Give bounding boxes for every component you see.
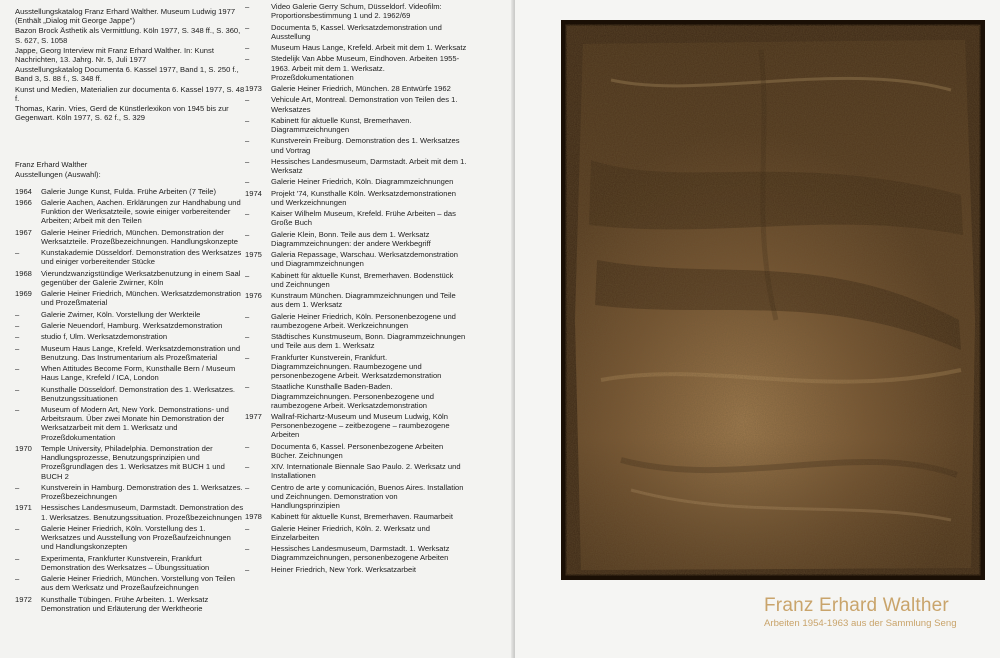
- exhibition-entry: [245, 544, 467, 562]
- exhibition-text: Kunstraum München. Diagrammzeichnungen und Teile aus dem 1. Werksatz: [271, 291, 456, 310]
- exhibition-text: Staatliche Kunsthalle Baden-Baden. Diagrammzeichnungen. Personenbezogene und raumbezogene Arbeit. Werksatzdemonstration: [271, 382, 434, 410]
- exhibition-text: Experimenta, Frankfurter Kunstverein, Frankfurt Demonstration des Werksatzes – Übungssituation: [41, 553, 210, 572]
- exhibition-text: Kunstverein in Hamburg. Demonstration des 1. Werksatzes. Prozeßbezeichnungen: [41, 482, 243, 502]
- exhibition-year: –: [15, 553, 20, 563]
- exhibition-year: –: [245, 43, 250, 52]
- exhibition-text: Museum Haus Lange, Krefeld. Arbeit mit dem 1. Werksatz: [271, 43, 467, 52]
- exhibition-text: Hessisches Landesmuseum, Darmstadt. 1. Werksatz Diagrammzeichnungen, personenbezogene Arbeiten: [271, 544, 450, 563]
- exhibition-text: Hessisches Landesmuseum, Darmstadt. Demonstration des 1. Werksatzes. Benutzungssituation. Prozeßbezeichnungen: [41, 503, 244, 522]
- exhibition-entry: [15, 385, 245, 403]
- exhibition-year: 1974: [245, 188, 262, 198]
- exhibition-year: –: [245, 54, 250, 64]
- exhibition-text: Galerie Heiner Friedrich, München. 28 Entwürfe 1962: [271, 84, 451, 93]
- exhibition-year: 1972: [15, 594, 32, 604]
- cover-title: Franz Erhard Walther: [764, 595, 949, 616]
- exhibition-year: –: [245, 229, 250, 239]
- exhibition-entry: [15, 344, 245, 362]
- exhibition-text: Galerie Junge Kunst, Fulda. Frühe Arbeiten (7 Teile): [41, 186, 217, 196]
- exhibition-text: Museum of Modern Art, New York. Demonstrations- und Arbeitsraum. Über zwei Monate hin Demonstration der Werksatzarbeit mit dem 1. Werksatz und Prozeßdokumentation: [41, 405, 229, 442]
- exhibition-text: Galerie Heiner Friedrich, Köln. 2. Werksatz und Einzelarbeiten: [271, 523, 430, 542]
- exhibition-entry: [15, 574, 245, 592]
- exhibition-entry: [15, 364, 245, 382]
- exhibition-year: –: [245, 441, 250, 451]
- exhibition-year: 1971: [15, 503, 32, 513]
- exhibition-text: When Attitudes Become Form, Kunsthalle Bern / Museum Haus Lange, Krefeld / ICA, London: [41, 364, 236, 383]
- exhibition-year: –: [245, 382, 250, 392]
- exhibition-entry: [15, 310, 245, 319]
- exhibition-entry: [245, 136, 467, 154]
- exhibitions-list-1: [15, 187, 245, 613]
- bibliography: [15, 7, 245, 122]
- bibliography-entry: Ausstellungskatalog Franz Erhard Walther. Museum Ludwig 1977 (Enthält „Dialog mit George Jappe"): [15, 7, 236, 26]
- exhibition-year: –: [245, 209, 250, 219]
- exhibition-year: –: [15, 405, 20, 415]
- exhibition-text: Projekt '74, Kunsthalle Köln. Werksatzdemonstrationen und Werkzeichnungen: [271, 188, 456, 207]
- exhibition-entry: [245, 116, 467, 134]
- exhibition-year: –: [15, 320, 20, 330]
- exhibition-entry: [15, 554, 245, 572]
- exhibition-year: –: [245, 332, 250, 342]
- exhibition-entry: [15, 228, 245, 246]
- exhibition-entry: [245, 382, 467, 410]
- exhibition-year: –: [245, 564, 250, 574]
- exhibition-entry: [245, 512, 467, 521]
- exhibition-entry: [245, 291, 467, 309]
- exhibition-entry: [245, 43, 467, 52]
- exhibition-year: 1966: [15, 197, 32, 207]
- exhibition-text: Galeria Repassage, Warschau. Werksatzdemonstration und Diagrammzeichnungen: [271, 250, 458, 269]
- exhibitions-list-2: [245, 2, 467, 574]
- exhibition-entry: [245, 332, 467, 350]
- exhibition-text: Kabinett für aktuelle Kunst, Bremerhaven. Diagrammzeichnungen: [271, 115, 412, 134]
- bibliography-entry: Ausstellungskatalog Documenta 6. Kassel 1977, Band 1, S. 250 f., Band 3, S. 88 f., S. 348 ff.: [15, 65, 239, 84]
- exhibition-text: Museum Haus Lange, Krefeld. Werksatzdemonstration und Benutzung. Das Instrumentarium als Prozeßmaterial: [41, 343, 241, 362]
- exhibition-text: Vehicule Art, Montreal. Demonstration von Teilen des 1. Werksatzes: [271, 95, 458, 114]
- exhibition-text: Centro de arte y comunicación, Buenos Aires. Installation und Zeichnungen. Demonstration von Handlungsprinzipien: [271, 482, 464, 511]
- exhibitions-heading: [15, 160, 245, 179]
- cover-subtitle: Arbeiten 1954-1963 aus der Sammlung Seng: [764, 618, 957, 629]
- exhibition-text: Temple University, Philadelphia. Demonstration der Handlungsprozesse, Benutzungsprinzipien und Prozeßgrundlagen des 1. Werksatzes mit BUCH 1 und BUCH 2: [41, 443, 225, 481]
- exhibition-entry: [15, 444, 245, 481]
- exhibition-entry: [245, 230, 467, 248]
- exhibition-year: –: [245, 311, 250, 321]
- exhibition-entry: [15, 332, 245, 341]
- exhibition-text: Heiner Friedrich, New York. Werksatzarbeit: [271, 564, 417, 574]
- exhibition-text: Galerie Zwirner, Köln. Vorstellung der Werkteile: [41, 309, 201, 319]
- exhibition-year: –: [245, 2, 250, 11]
- exhibition-text: Städtisches Kunstmuseum, Bonn. Diagrammzeichnungen und Teile aus dem 1. Werksatz: [271, 332, 466, 351]
- cover-page: [515, 0, 1000, 658]
- exhibition-year: –: [245, 270, 250, 280]
- exhibition-entry: [15, 503, 245, 521]
- exhibition-text: Kaiser Wilhelm Museum, Krefeld. Frühe Arbeiten – das Große Buch: [271, 209, 456, 228]
- exhibition-entry: [15, 524, 245, 552]
- exhibition-text: studio f, Ulm. Werksatzdemonstration: [41, 332, 168, 342]
- exhibition-entry: [245, 177, 467, 186]
- exhibition-entry: [245, 353, 467, 381]
- exhibition-year: 1975: [245, 250, 262, 260]
- exhibition-entry: [15, 289, 245, 307]
- exhibition-year: –: [15, 574, 20, 584]
- exhibition-entry: [15, 187, 245, 196]
- exhibition-entry: [245, 524, 467, 542]
- exhibition-year: –: [245, 115, 250, 125]
- exhibition-year: –: [15, 309, 20, 319]
- exhibition-year: –: [245, 136, 250, 146]
- exhibition-year: 1973: [245, 84, 262, 93]
- exhibition-year: –: [245, 95, 250, 105]
- exhibition-entry: [245, 483, 467, 511]
- exhibition-text: Video Galerie Gerry Schum, Düsseldorf. Videofilm: Proportionsbestimmung 1 und 2. 1962/69: [271, 2, 442, 21]
- exhibition-entry: [245, 442, 467, 460]
- exhibition-entry: [15, 269, 245, 287]
- exhibition-year: 1968: [15, 268, 32, 278]
- exhibition-year: –: [15, 384, 20, 394]
- exhibition-entry: [15, 198, 245, 226]
- exhibition-entry: [15, 405, 245, 442]
- exhibition-entry: [245, 84, 467, 93]
- exhibition-entry: [245, 189, 467, 207]
- bibliography-entry: Thomas, Karin. Vries, Gerd de Künstlerlexikon von 1945 bis zur Gegenwart. Köln 1977, S. 62 f., S. 329: [15, 104, 229, 123]
- exhibition-text: Galerie Aachen, Aachen. Erklärungen zur Handhabung und Funktion der Werksatzteile, sowie einiger vorbereitender Arbeiten; Arbeit mit den Teilen: [41, 197, 241, 226]
- exhibition-text: Stedelijk Van Abbe Museum, Eindhoven. Arbeiten 1955-1963. Arbeit mit dem 1. Werksatz. Prozeßdokumentationen: [271, 54, 460, 82]
- exhibition-entry: [245, 157, 467, 175]
- exhibition-text: Galerie Heiner Friedrich, München. Vorstellung von Teilen aus dem Werksatz und Prozeßaufzeichnungen: [41, 574, 236, 593]
- exhibition-entry: [15, 248, 245, 266]
- exhibition-entry: [245, 312, 467, 330]
- exhibition-text: Galerie Heiner Friedrich, Köln. Vorstellung des 1. Werksatzes und Ausstellung von Prozeßaufzeichnungen und Handlungskonzepten: [41, 523, 231, 552]
- bibliography-entry: Jappe, Georg Interview mit Franz Erhard Walther. In: Kunst Nachrichten, 13. Jahrg. Nr. 5, Juli 1977: [15, 45, 214, 65]
- exhibition-entry: [245, 462, 467, 480]
- exhibition-text: Hessisches Landesmuseum, Darmstadt. Arbeit mit dem 1. Werksatz: [271, 156, 467, 175]
- exhibition-year: –: [15, 482, 20, 492]
- exhibition-year: –: [245, 544, 250, 554]
- exhibition-text: Galerie Heiner Friedrich, Köln. Diagrammzeichnungen: [271, 177, 454, 187]
- exhibition-text: Frankfurter Kunstverein, Frankfurt. Diagrammzeichnungen. Raumbezogene und personenbezogene Arbeit. Werksatzdemonstration: [271, 352, 442, 380]
- exhibition-year: –: [245, 523, 250, 533]
- exhibition-year: –: [15, 343, 20, 353]
- exhibition-entry: [245, 2, 467, 20]
- exhibition-entry: [15, 483, 245, 501]
- exhibition-entry: [245, 54, 467, 82]
- exhibition-text: XIV. Internationale Biennale Sao Paulo. 2. Werksatz und Installationen: [271, 462, 461, 481]
- left-column: [15, 7, 245, 615]
- exhibition-entry: [245, 271, 467, 289]
- exhibition-year: –: [245, 22, 250, 32]
- exhibition-text: Vierundzwanzigstündige Werksatzbenutzung in einem Saal gegenüber der Galerie Zwirner, Köln: [41, 268, 241, 287]
- exhibition-year: –: [15, 364, 20, 374]
- exhibition-text: Kunstakademie Düsseldorf. Demonstration des Werksatzes und einiger vorbereitender Stücke: [41, 248, 242, 267]
- exhibition-entry: [245, 209, 467, 227]
- exhibition-entry: [245, 95, 467, 113]
- exhibition-entry: [245, 412, 467, 440]
- exhibition-text: Documenta 6, Kassel. Personenbezogene Arbeiten Bücher. Zeichnungen: [271, 441, 444, 460]
- exhibitions-heading-artist: Franz Erhard Walther: [15, 160, 88, 170]
- bibliography-entry: Bazon Brock Ästhetik als Vermittlung. Köln 1977, S. 348 ff., S. 360, S. 627, S. 1058: [15, 26, 241, 45]
- exhibition-entry: [245, 23, 467, 41]
- exhibition-year: –: [245, 156, 250, 166]
- exhibition-text: Kunsthalle Tübingen. Frühe Arbeiten. 1. Werksatz Demonstration und Erläuterung der Werktheorie: [41, 594, 209, 613]
- exhibition-year: –: [245, 462, 250, 472]
- exhibition-year: 1970: [15, 443, 32, 453]
- exhibition-year: 1978: [245, 512, 262, 522]
- exhibition-text: Kabinett für aktuelle Kunst, Bremerhaven. Bodenstück und Zeichnungen: [271, 270, 454, 289]
- exhibition-text: Galerie Heiner Friedrich, München. Werksatzdemonstration und Prozeßmaterial: [41, 289, 241, 308]
- exhibition-text: Wallraf-Richartz-Museum und Museum Ludwig, Köln Personenbezogene – zeitbezogene – raumbezogene Arbeiten: [271, 412, 450, 440]
- exhibition-entry: [245, 565, 467, 574]
- exhibition-year: 1964: [15, 186, 32, 196]
- cover-photograph: [561, 20, 985, 580]
- exhibition-text: Galerie Heiner Friedrich, München. Demonstration der Werksatzteile. Prozeßbezeichnungen. Handlungskonzepte: [41, 227, 238, 246]
- exhibition-year: –: [15, 332, 20, 342]
- exhibition-year: 1977: [245, 412, 262, 421]
- exhibition-year: –: [15, 523, 20, 533]
- exhibition-year: –: [245, 177, 250, 187]
- exhibition-text: Kunstverein Freiburg. Demonstration des 1. Werksatzes und Vortrag: [271, 136, 460, 155]
- exhibition-text: Galerie Neuendorf, Hamburg. Werksatzdemonstration: [41, 320, 223, 330]
- exhibition-text: Kunsthalle Düsseldorf. Demonstration des 1. Werksatzes. Benutzungssituationen: [41, 384, 236, 403]
- exhibition-entry: [245, 250, 467, 268]
- bibliography-entry: Kunst und Medien, Materialien zur documenta 6. Kassel 1977, S. 48 f.: [15, 84, 245, 103]
- exhibition-year: 1967: [15, 227, 32, 237]
- exhibition-year: 1969: [15, 289, 32, 299]
- exhibitions-heading-label: Ausstellungen (Auswahl):: [15, 170, 101, 180]
- right-column: [245, 2, 467, 576]
- exhibition-entry: [15, 595, 245, 613]
- exhibition-year: –: [245, 482, 250, 492]
- exhibition-year: –: [15, 248, 20, 258]
- exhibition-text: Galerie Heiner Friedrich, Köln. Personenbezogene und raumbezogene Arbeit. Werkzeichnungen: [271, 311, 456, 330]
- exhibition-year: –: [245, 352, 250, 362]
- exhibition-entry: [15, 321, 245, 330]
- exhibition-text: Documenta 5, Kassel. Werksatzdemonstration und Ausstellung: [271, 22, 442, 41]
- exhibition-text: Galerie Klein, Bonn. Teile aus dem 1. Werksatz Diagrammzeichnungen: der andere Werkbegriff: [271, 229, 431, 248]
- exhibition-year: 1976: [245, 291, 262, 301]
- exhibition-text: Kabinett für aktuelle Kunst, Bremerhaven. Raumarbeit: [271, 512, 453, 522]
